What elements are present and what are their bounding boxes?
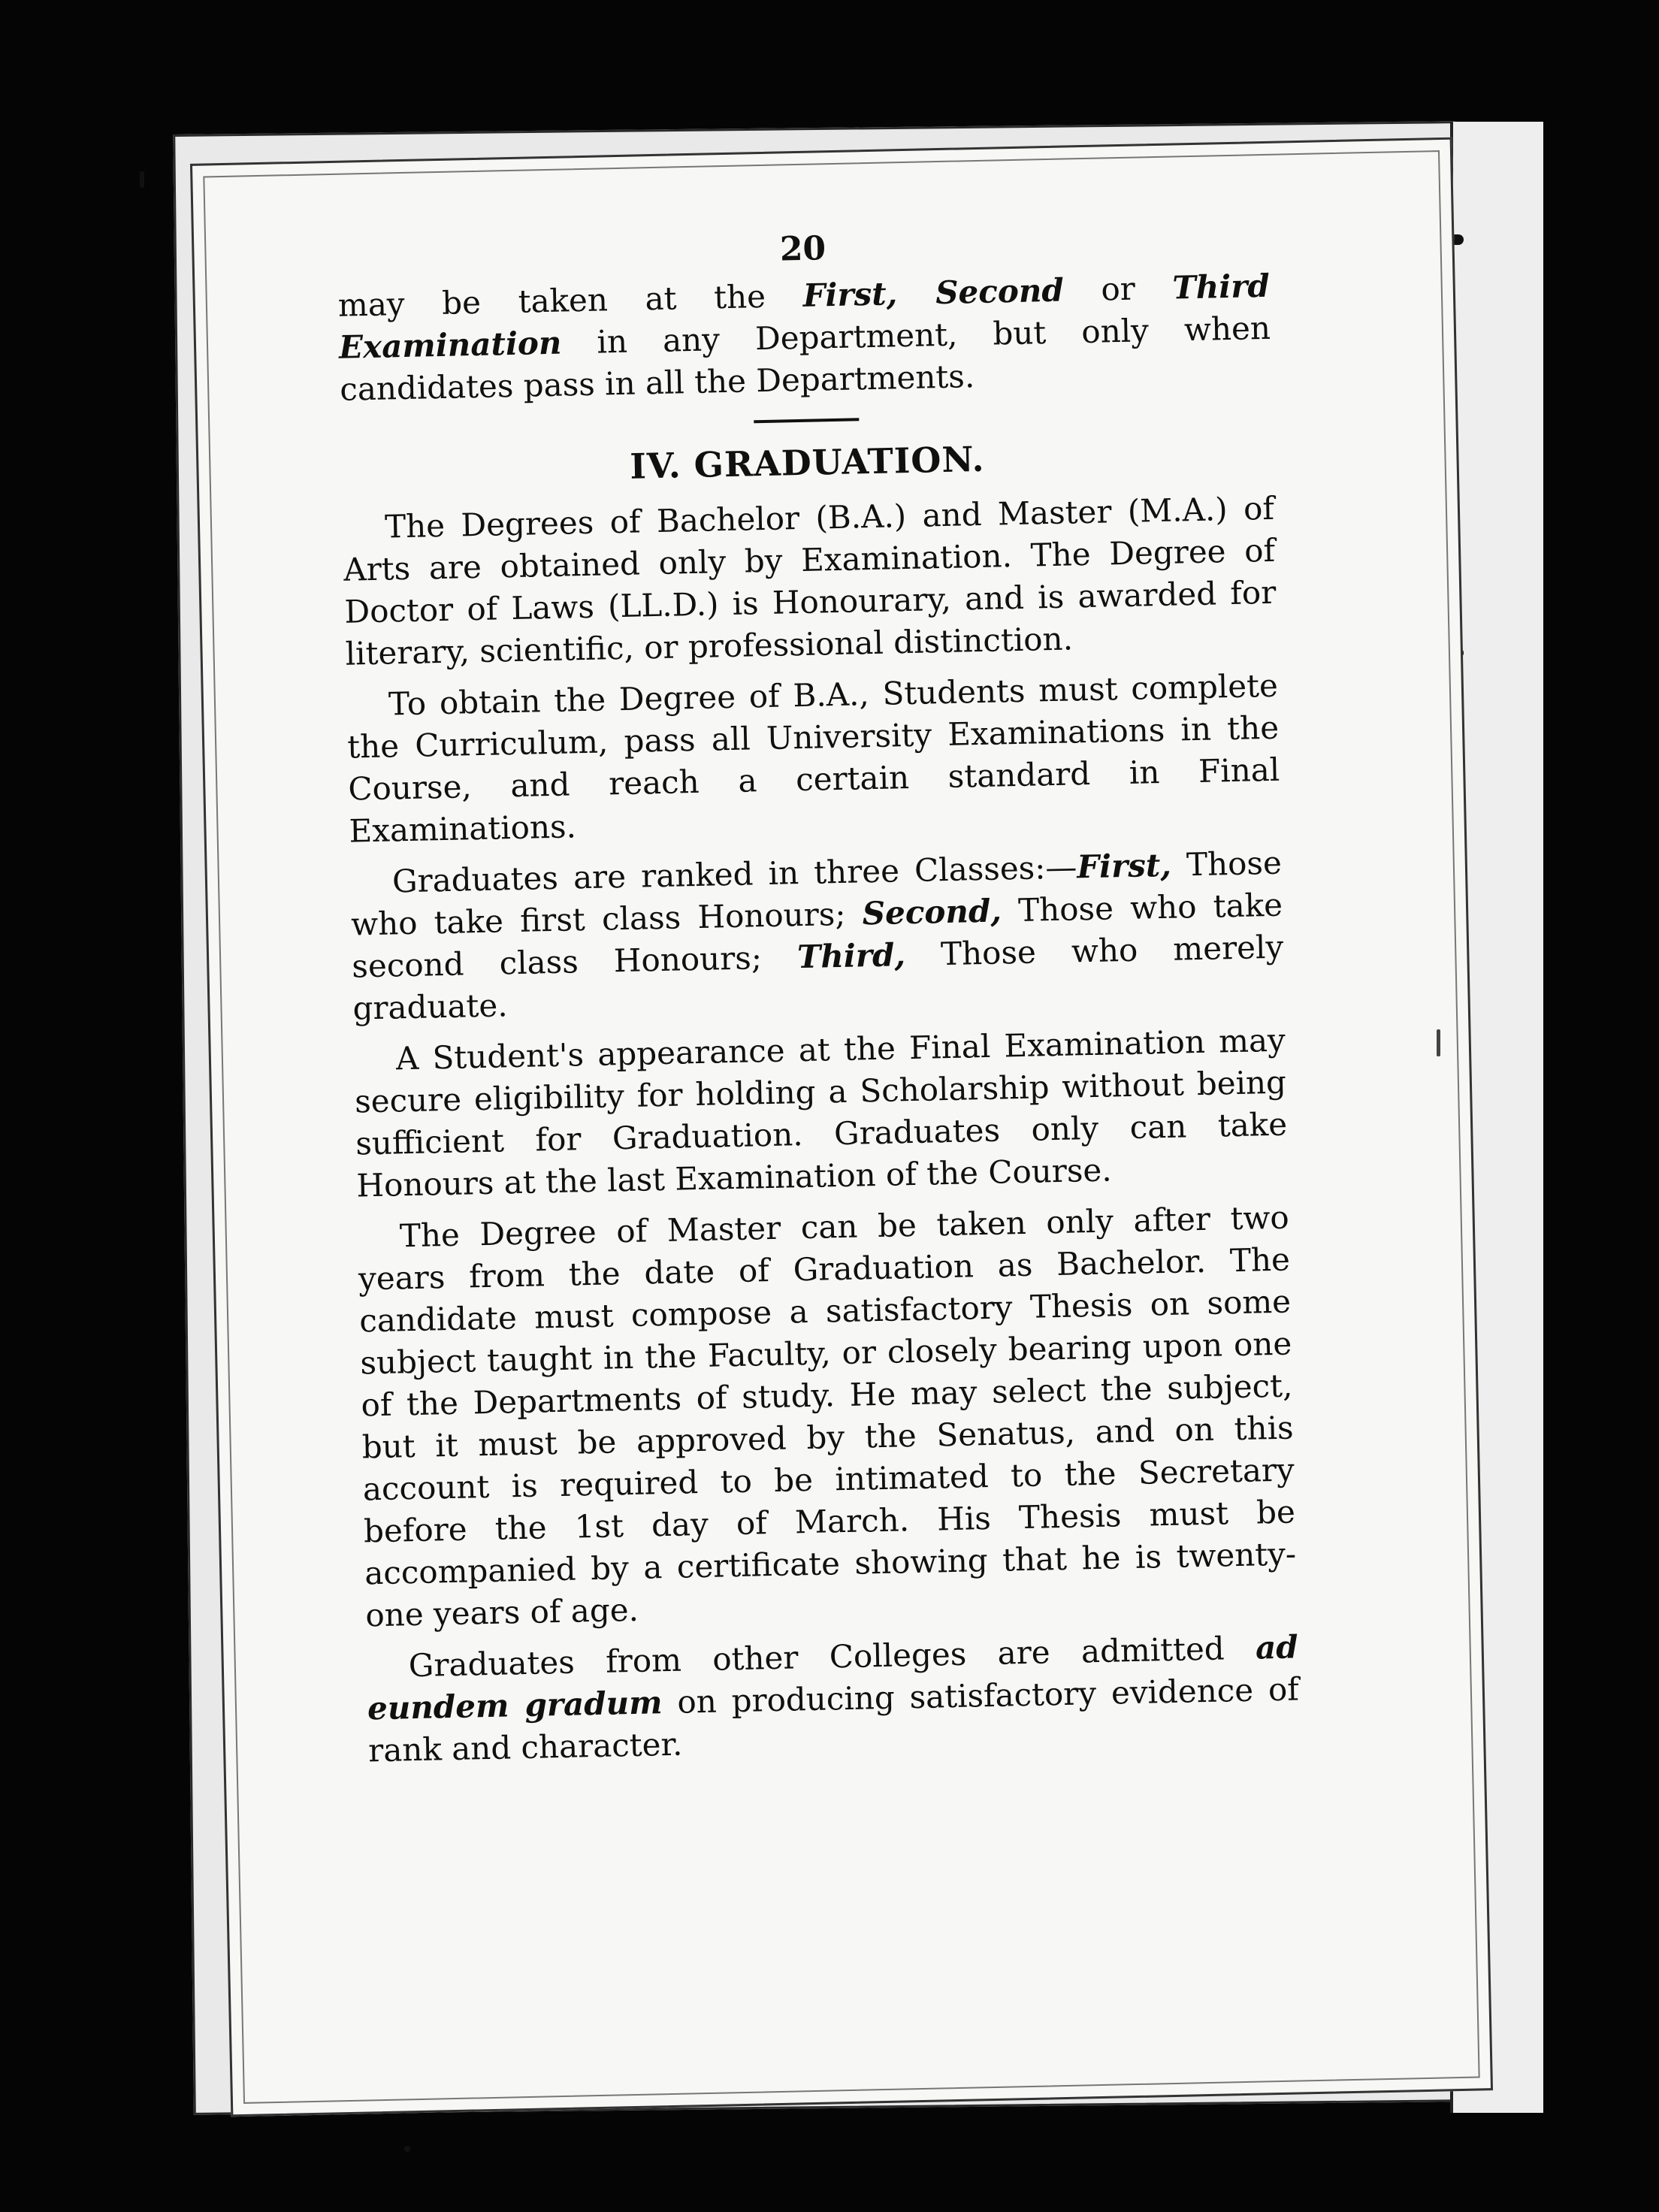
paragraph-ad-eundem: Graduates from other Colleges are admitted ad eundem gradum on producing satisfactory evidence of rank and character.: [367, 1628, 1300, 1769]
intro-paragraph: may be taken at the First, Second or Third Examination in any Department, but only when candidates pass in all the Departments.: [337, 267, 1271, 408]
paragraph-ba-requirements: To obtain the Degree of B.A., Students must complete the Curriculum, pass all University Examinations in the Course, and reach a certain standard in Final Examinations.: [346, 666, 1280, 850]
paragraph-classes: Graduates are ranked in three Classes:—First, Those who take first class Honours; Second, Those who take second class Honours; Third, Those who merely graduate.: [350, 844, 1284, 1027]
page-content: [337, 219, 1301, 1781]
paragraph-masters: The Degree of Master can be taken only after two years from the date of Graduation as Bachelor. The candidate must compose a satisfactory Thesis on some subject taught in the Faculty, or closely bearing upon one of the Departments of study. He may select the subject, but it must be approved by the Senatus, and on this account is required to be intimated to the Secretary before the 1st day of March. His Thesis must be accompanied by a certificate showing that he is twenty-one years of age.: [358, 1198, 1297, 1634]
paragraph-scholarship: A Student's appearance at the Final Examination may secure eligibility for holding a Scholarship without being sufficient for Graduation. Graduates only can take Honours at the last Examination of the Course.: [354, 1021, 1288, 1204]
page-number: 20: [779, 229, 826, 269]
paragraph-degrees: The Degrees of Bachelor (B.A.) and Master (M.A.) of Arts are obtained only by Examination. The Degree of Doctor of Laws (LL.D.) is Honourary, and is awarded for literary, scientific, or professional distinction.: [343, 489, 1277, 672]
scan-speck: [404, 2146, 410, 2152]
book-page: [190, 137, 1493, 2117]
section-divider: [754, 418, 859, 423]
scan-speck: [140, 171, 144, 188]
section-title: IV. GRADUATION.: [629, 438, 986, 487]
scan-speck: [1437, 1029, 1440, 1056]
